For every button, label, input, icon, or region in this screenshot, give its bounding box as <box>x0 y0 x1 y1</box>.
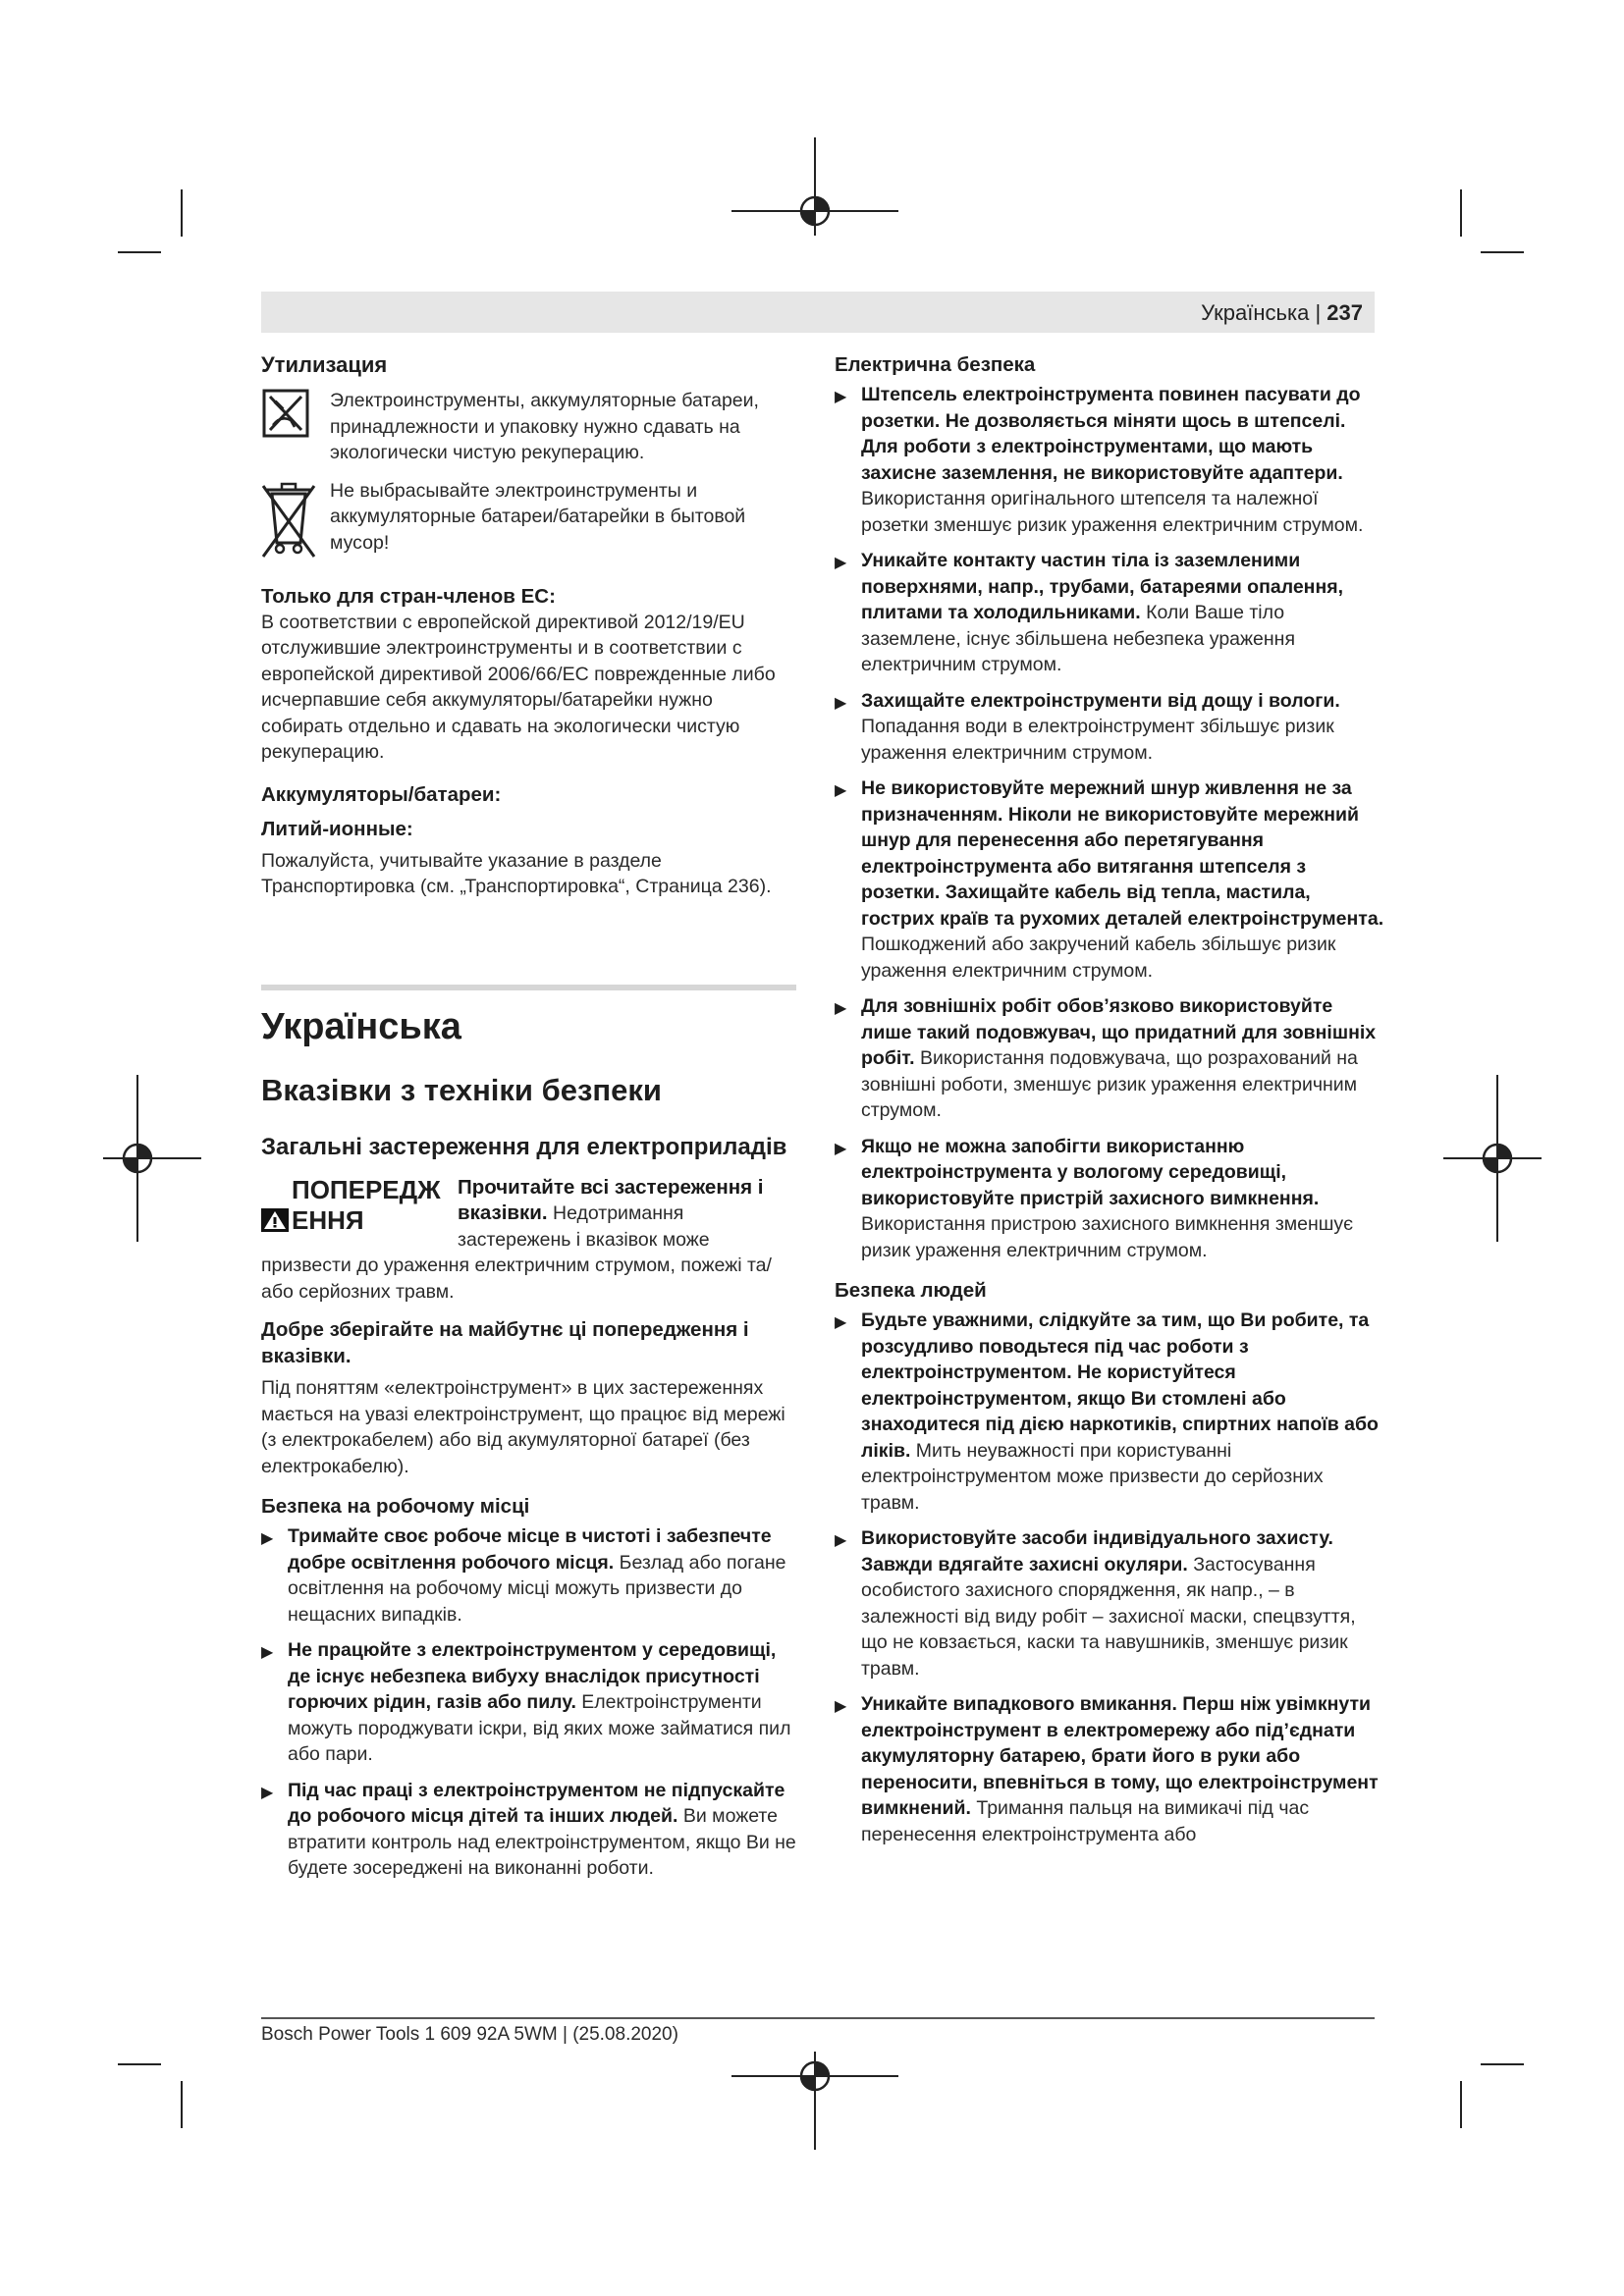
work-area-heading: Безпека на робочому місці <box>261 1495 530 1518</box>
item-bold: Будьте уважними, слідкуйте за тим, що Ви робите, та розсудливо поводьтеся під час роботи з електроінструментом. Не користуйтеся електроінструментом, якщо Ви стомлені або знаходитеся під дією наркотиків, спиртних напоїв або ліків. <box>861 1309 1379 1462</box>
list-item <box>835 775 1384 984</box>
item-bold: Якщо не можна запобігти використанню електроінструмента у вологому середовищі, використовуйте пристрій захисного вимкнення. <box>861 1135 1320 1209</box>
list-item <box>835 548 1384 678</box>
crossed-bin-icon <box>261 478 312 565</box>
bullet-arrow-icon: ▶ <box>835 694 847 712</box>
list-item <box>261 1778 796 1882</box>
bullet-arrow-icon: ▶ <box>835 555 847 571</box>
item-bold: Штепсель електроінструмента повинен пасувати до розетки. Не дозволяється міняти щось в штепселі. Для роботи з електроінструментами, що мають захисне заземлення, не використовуйте адаптери. <box>861 384 1361 484</box>
header-separator: | <box>1315 300 1322 325</box>
right-column <box>835 351 1384 1847</box>
left-column <box>261 351 796 1882</box>
item-bold: Уникайте випадкового вмикання. Перш ніж увімкнути електроінструмент в електромережу або під’єднати акумуляторну батарею, брати його в руки або переносити, впевніться в тому, що електроінструмент вимкнений. <box>861 1693 1379 1819</box>
warning-triangle-icon <box>261 1208 289 1232</box>
page-header <box>261 292 1375 333</box>
item-text: Використання подовжувача, що розрахований на зовнішні роботи, зменшує ризик ураження електричним струмом. <box>861 1047 1358 1121</box>
item-bold: Використовуйте засоби індивідуального захисту. Завжди вдягайте захисні окуляри. <box>861 1527 1333 1575</box>
section-divider <box>261 985 796 990</box>
list-item <box>835 993 1384 1124</box>
safety-heading: Вказівки з техніки безпеки <box>261 1072 662 1107</box>
lithium-heading: Литий-ионные: <box>261 817 413 840</box>
personal-safety-list <box>835 1308 1384 1847</box>
footer-text: Bosch Power Tools 1 609 92A 5WM | (25.08.2020) <box>261 2024 678 2045</box>
bullet-arrow-icon: ▶ <box>835 1698 847 1715</box>
footer-rule <box>261 2017 1375 2019</box>
item-text: Використання пристрою захисного вимкнення зменшує ризик ураження електричним струмом. <box>861 1213 1354 1261</box>
language-heading: Українська <box>261 1005 461 1047</box>
item-bold: Уникайте контакту частин тіла із заземленими поверхнями, напр., трубами, батареями опалення, плитами та холодильниками. <box>861 550 1344 623</box>
list-item <box>835 1134 1384 1264</box>
item-bold: Тримайте своє робоче місце в чистоті і забезпечте добре освітлення робочого місця. <box>288 1525 772 1574</box>
bullet-arrow-icon: ▶ <box>835 1000 847 1017</box>
item-text: Мить неуважності при користуванні електроінструментом може призвести до серйозних травм. <box>861 1439 1324 1514</box>
registration-mark-icon <box>1443 1075 1561 1242</box>
header-language: Українська <box>1201 300 1310 325</box>
warning-bold: Прочитайте всі застереження і вказівки. <box>458 1175 764 1224</box>
warning-label-text: ПОПЕРЕДЖЕННЯ <box>292 1174 441 1235</box>
item-bold: Під час праці з електроінструментом не підпускайте до робочого місця дітей та інших людей. <box>288 1779 785 1827</box>
list-item <box>835 382 1384 538</box>
item-bold: Для зовнішніх робіт обов’язково використовуйте лише такий подовжувач, що придатний для зовнішніх робіт. <box>861 995 1377 1069</box>
bullet-arrow-icon: ▶ <box>835 782 847 799</box>
electrical-safety-heading: Електрична безпека <box>835 353 1036 376</box>
item-text: Коли Ваше тіло заземлене, існує збільшена небезпека ураження електричним струмом. <box>861 602 1295 675</box>
page-number: 237 <box>1326 300 1363 325</box>
item-text: Ви можете втратити контроль над електроінструментом, якщо Ви не будете зосереджені на виконанні роботи. <box>288 1805 796 1879</box>
item-text: Попадання води в електроінструмент збільшує ризик ураження електричним струмом. <box>861 716 1334 764</box>
recycling-tools-icon <box>261 388 312 466</box>
item-text: Тримання пальця на вимикачі під час перенесення електроінструмента або <box>861 1797 1310 1845</box>
list-item <box>261 1637 796 1768</box>
bullet-arrow-icon: ▶ <box>835 1314 847 1331</box>
list-item <box>835 688 1384 767</box>
list-item <box>835 1691 1384 1847</box>
item-text: Пошкоджений або закручений кабель збільшує ризик ураження електричним струмом. <box>861 934 1336 982</box>
keep-instructions-body: Під поняттям «електроінструмент» в цих застереженнях мається на увазі електроінструмент, що працює від мережі (з електрокабелем) або від акумуляторної батареї (без електрокабелю). <box>261 1377 785 1477</box>
bullet-arrow-icon: ▶ <box>835 1532 847 1549</box>
keep-instructions-heading: Добре зберігайте на майбутнє ці попередження і вказівки. <box>261 1318 749 1367</box>
eu-body: В соответствии с европейской директивой 2012/19/EU отслужившие электроинструменты и в соответствии с европейской директивой 2006/66/EC поврежденные либо исчерпавшие себя аккумуляторы/батарейки нужно собирать отдельно и сдавать на экологически чистую рекуперацию. <box>261 611 776 763</box>
disposal-row-2 <box>261 478 796 565</box>
bullet-arrow-icon: ▶ <box>261 1644 274 1661</box>
crop-mark <box>1460 2081 1462 2128</box>
disposal-text-1: Электроинструменты, аккумуляторные батареи, принадлежности и упаковку нужно сдавать на экологически чистую рекуперацию. <box>330 390 759 463</box>
batteries-heading: Аккумуляторы/батареи: <box>261 782 502 806</box>
item-bold: Захищайте електроінструменти від дощу і вологи. <box>861 689 1340 712</box>
warning-label <box>261 1175 458 1236</box>
disposal-text-2: Не выбрасывайте электроинструменты и аккумуляторные батареи/батарейки в бытовой мусор! <box>330 479 746 554</box>
bullet-arrow-icon: ▶ <box>835 389 847 405</box>
bullet-arrow-icon: ▶ <box>261 1530 274 1547</box>
eu-heading: Только для стран-членов ЕС: <box>261 584 556 608</box>
item-text: Застосування особистого захисного спорядження, як напр., – в залежності від виду робіт – захисної маски, спецвзуття, що не ковзається, каски та навушників, зменшує ризик травм. <box>861 1553 1356 1680</box>
crop-mark <box>1460 189 1462 237</box>
bullet-arrow-icon: ▶ <box>835 1140 847 1157</box>
item-text: Електроінструменти можуть породжувати іскри, від яких може займатися пил або пари. <box>288 1691 791 1765</box>
crop-mark <box>118 251 161 253</box>
list-item <box>835 1308 1384 1516</box>
item-bold: Не використовуйте мережний шнур живлення не за призначенням. Ніколи не використовуйте мережний шнур для перенесення або перетягування електроінструмента або витягання штепселя з розетки. Захищайте кабель від тепла, мастила, гострих країв та рухомих деталей електроінструмента. <box>861 777 1384 930</box>
crop-mark <box>1481 251 1524 253</box>
warning-text: Недотримання застережень і вказівок може призвести до ураження електричним струмом, пожежі та/або серйозних травм. <box>261 1202 772 1303</box>
bullet-arrow-icon: ▶ <box>261 1784 274 1801</box>
personal-safety-heading: Безпека людей <box>835 1279 987 1302</box>
crop-mark <box>1481 2063 1524 2065</box>
registration-mark-icon <box>731 137 898 255</box>
warning-block <box>261 1175 796 1306</box>
crop-mark <box>118 2063 161 2065</box>
crop-mark <box>181 189 183 237</box>
header-text <box>1201 300 1363 326</box>
item-text: Використання оригінального штепселя та належної розетки зменшує ризик ураження електричним струмом. <box>861 488 1364 536</box>
work-area-list <box>261 1523 796 1882</box>
item-bold: Не працюйте з електроінструментом у середовищі, де існує небезпека вибуху внаслідок присутності горючих рідин, газів або пилу. <box>288 1639 777 1713</box>
disposal-heading: Утилизация <box>261 352 388 377</box>
list-item <box>261 1523 796 1628</box>
crop-mark <box>181 2081 183 2128</box>
disposal-row-1 <box>261 388 796 466</box>
lithium-body: Пожалуйста, учитывайте указание в разделе Транспортировка (см. „Транспортировка“, Страница 236). <box>261 849 772 897</box>
registration-mark-icon <box>731 2042 898 2150</box>
registration-mark-icon <box>83 1075 201 1242</box>
item-text: Безлад або погане освітлення на робочому місці можуть призвести до нещасних випадків. <box>288 1551 786 1626</box>
general-warnings-heading: Загальні застереження для електроприладів <box>261 1133 787 1160</box>
electrical-safety-list <box>835 382 1384 1263</box>
list-item <box>835 1525 1384 1682</box>
